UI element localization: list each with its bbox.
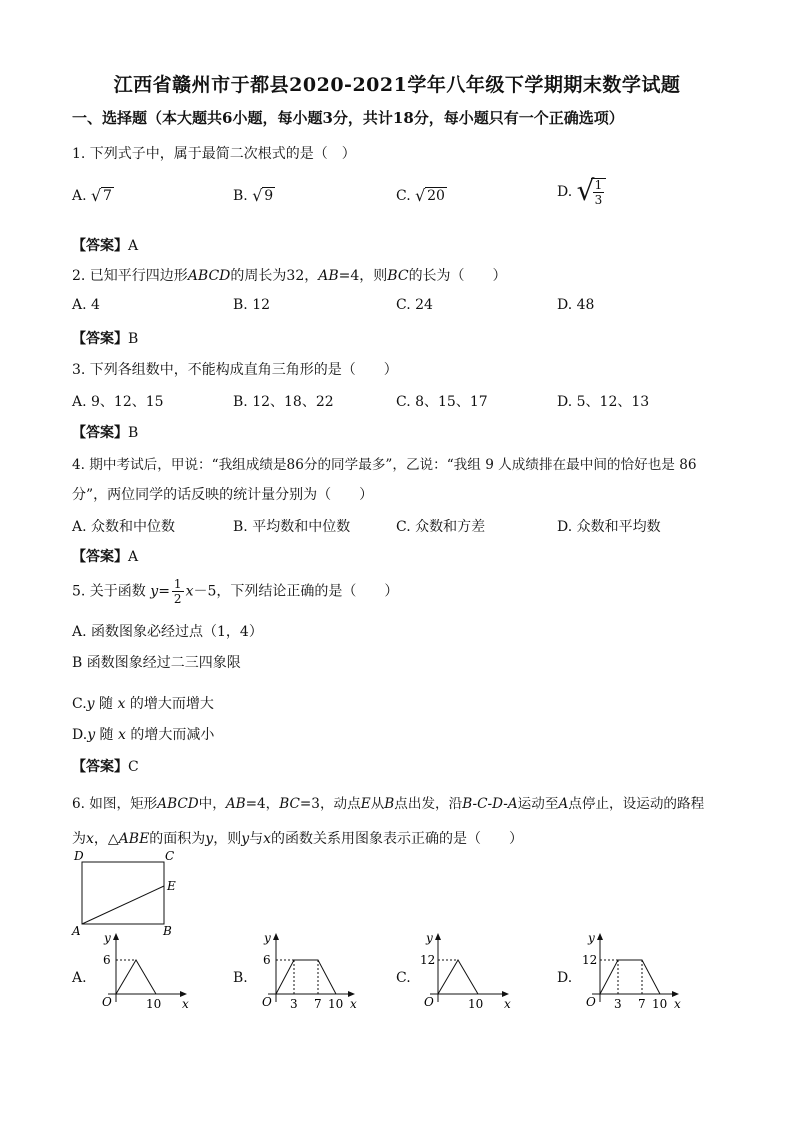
sqrt-expression: √ $\frac{1}{3}$ [577, 178, 609, 206]
question-4-stem-line-2: 分”，两位同学的话反映的统计量分别为（ ） [72, 487, 374, 503]
label-a: A [72, 924, 81, 938]
y-label: y [588, 931, 595, 945]
question-1-option-c: C. √ 20 [396, 186, 445, 205]
question-2-option-c: C. 24 [396, 297, 433, 313]
question-2-option-d: D. 48 [557, 297, 595, 313]
tick-label: 10 [146, 997, 162, 1010]
y-label: y [264, 931, 271, 945]
question-6-option-c-letter: C. [396, 970, 411, 986]
x-label: x [182, 997, 189, 1010]
tick-label: 7 [314, 997, 322, 1010]
y-axis-arrow-icon [113, 933, 119, 940]
question-4-option-a: A. 众数和中位数 [72, 519, 176, 535]
graph-line [116, 960, 156, 994]
graph-line [438, 960, 478, 994]
question-1-answer: 【答案】A [72, 238, 139, 254]
y-max-label: 6 [263, 953, 271, 967]
question-6-option-b-letter: B. [233, 970, 248, 986]
question-3-answer: 【答案】B [72, 425, 139, 441]
rectangle-abcd [82, 862, 164, 924]
label-b: B [163, 924, 172, 938]
question-3-option-d: D. 5、12、13 [557, 394, 650, 410]
sqrt-expression: √ 9 [252, 186, 274, 205]
graph-option-a [88, 930, 198, 1010]
question-2-option-b: B. 12 [233, 297, 271, 313]
y-label: y [426, 931, 433, 945]
question-1-option-d: D. √ $\frac{1}{3}$ [557, 178, 608, 206]
question-6-option-d-letter: D. [557, 970, 573, 986]
graph-line [276, 960, 336, 994]
origin-label: O [262, 995, 272, 1009]
y-max-label: 12 [420, 953, 436, 967]
tick-label: 10 [652, 997, 668, 1010]
rectangle-figure [70, 848, 190, 938]
question-5-option-a: A. 函数图象必经过点（1，4） [72, 624, 263, 640]
question-2-answer: 【答案】B [72, 331, 139, 347]
question-5-option-d: D.y 随 x 的增大而减小 [72, 727, 215, 743]
question-5-option-b: B 函数图象经过二三四象限 [72, 655, 241, 671]
question-2-stem: 2. 已知平行四边形ABCD的周长为32，AB=4，则BC的长为（ ） [72, 268, 507, 284]
y-max-label: 12 [582, 953, 598, 967]
question-2-option-a: A. 4 [72, 297, 100, 313]
y-max-label: 6 [103, 953, 111, 967]
sqrt-expression: √ 7 [91, 186, 112, 205]
y-axis-arrow-icon [597, 933, 603, 940]
tick-label: 7 [638, 997, 646, 1010]
question-3-option-c: C. 8、15、17 [396, 394, 488, 410]
sqrt-expression: √ 20 [415, 186, 445, 205]
label-c: C [165, 849, 175, 863]
graph-option-d [572, 930, 692, 1010]
tick-label: 10 [328, 997, 344, 1010]
question-5-stem: 5. 关于函数 y= $\frac{1}{2}$ x－5，下列结论正确的是（ ） [72, 577, 399, 606]
origin-label: O [102, 995, 112, 1009]
y-axis-arrow-icon [435, 933, 441, 940]
graph-option-c [410, 930, 520, 1010]
question-4-option-c: C. 众数和方差 [396, 519, 486, 535]
question-4-option-b: B. 平均数和中位数 [233, 519, 351, 535]
origin-label: O [424, 995, 434, 1009]
y-axis-arrow-icon [273, 933, 279, 940]
question-4-stem-line-1: 4. 期中考试后，甲说：“我组成绩是86分的同学最多”，乙说：“我组 9 人成绩排在最中间的恰好也是 86 [72, 457, 697, 473]
question-6-stem-line-2: 为x，△ABE的面积为y，则y与x的函数关系用图象表示正确的是（ ） [72, 831, 524, 847]
x-label: x [674, 997, 681, 1010]
fraction-one-half: $\frac{1}{2}$ [173, 577, 182, 606]
origin-label: O [586, 995, 596, 1009]
label-e: E [167, 879, 176, 893]
question-1-option-b: B. √ 9 [233, 186, 274, 205]
label-d: D [74, 849, 84, 863]
section-heading: 一、选择题（本大题共6小题，每小题3分，共计18分，每小题只有一个正确选项） [72, 109, 624, 127]
tick-label: 3 [614, 997, 622, 1010]
segment-ae [82, 886, 164, 924]
tick-label: 3 [290, 997, 298, 1010]
graph-option-b [248, 930, 368, 1010]
y-label: y [104, 931, 111, 945]
graph-line [600, 960, 660, 994]
x-label: x [350, 997, 357, 1010]
x-label: x [504, 997, 511, 1010]
question-6-option-a-letter: A. [72, 970, 87, 986]
question-4-answer: 【答案】A [72, 549, 139, 565]
tick-label: 10 [468, 997, 484, 1010]
question-3-option-b: B. 12、18、22 [233, 394, 334, 410]
question-5-option-c: C.y 随 x 的增大而增大 [72, 696, 214, 712]
question-4-option-d: D. 众数和平均数 [557, 519, 661, 535]
question-3-option-a: A. 9、12、15 [72, 394, 164, 410]
question-1-option-a: A. √ 7 [72, 186, 112, 205]
question-5-answer: 【答案】C [72, 759, 139, 775]
page-title: 江西省赣州市于都县2020-2021学年八年级下学期期末数学试题 [113, 74, 681, 96]
question-6-stem-line-1: 6. 如图，矩形ABCD中，AB=4，BC=3，动点E从B点出发，沿B-C-D-A运动至A点停止，设运动的路程 [72, 796, 705, 812]
question-1-stem: 1. 下列式子中，属于最简二次根式的是（ ） [72, 146, 356, 162]
question-3-stem: 3. 下列各组数中，不能构成直角三角形的是（ ） [72, 362, 398, 378]
